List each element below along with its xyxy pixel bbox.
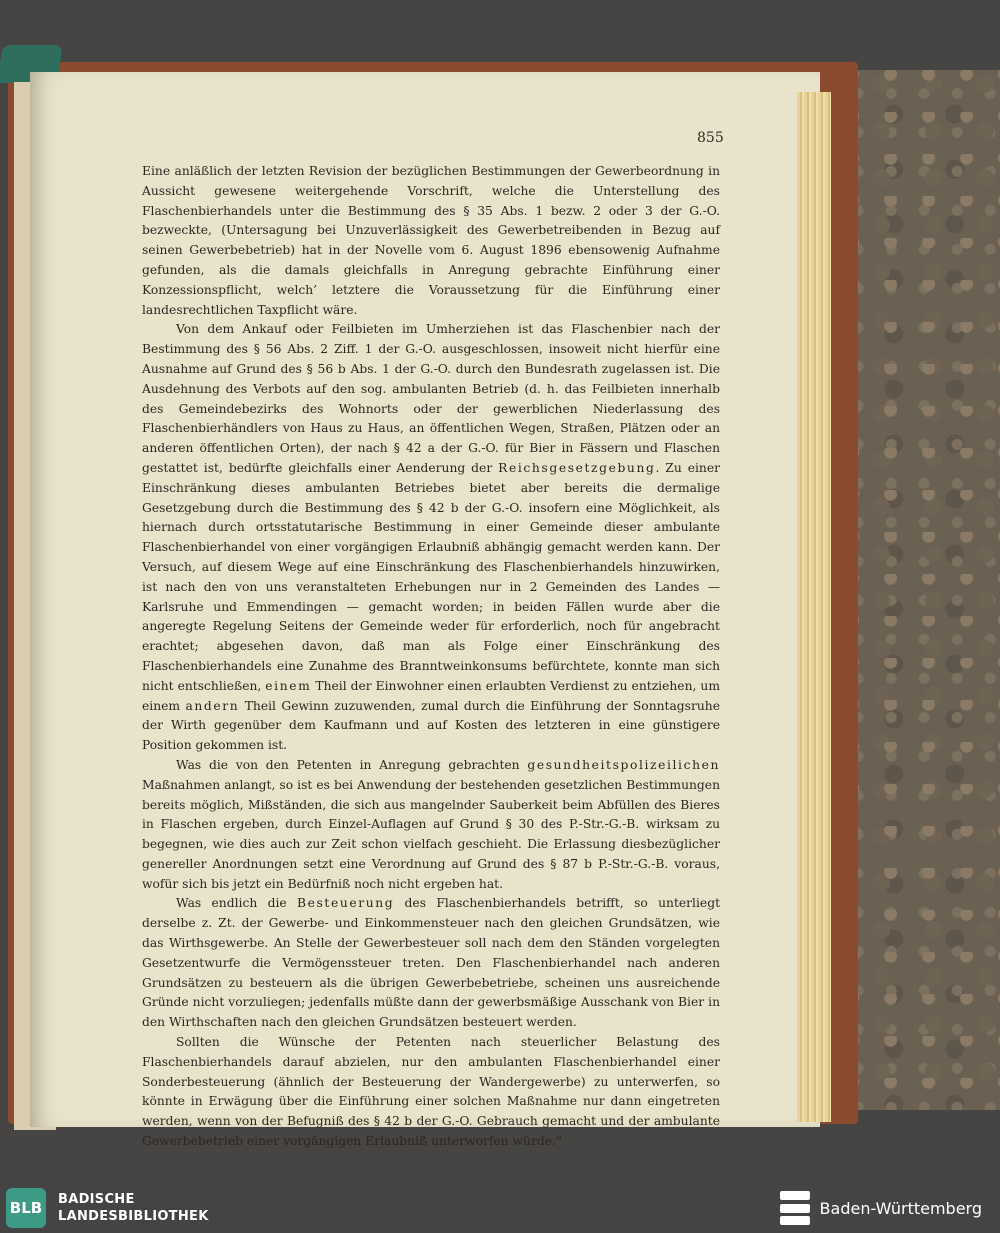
bw-brand[interactable] (780, 1191, 982, 1225)
emphasis-spaced: gesundheitspolizeilichen (527, 757, 720, 772)
marbled-endpaper (845, 70, 1000, 1110)
library-name-line1: BADISCHE (58, 1192, 135, 1207)
emphasis-spaced: andern (185, 698, 240, 713)
text-run: des Flaschenbierhandels betrifft, so unterliegt derselbe z. Zt. der Gewerbe- und Einkommensteuer nach den gleichen Grundsätzen, wie das Wirthsgewerbe. An Stelle der Gewerbesteuer soll nach dem den Ständen vorgelegten Gesetzentwurfe die Vermögenssteuer treten. Den Flaschenbierhandel nach anderen Grundsätzen zu besteuern als die übrigen Gewerbebetriebe, scheinen uns ausreichende Gründe nicht vorzuliegen; jedenfalls müßte dann der gewerbsmäßige Ausschank von Bier in den Wirthschaften nach den gleichen Grundsätzen besteuert werden. (142, 896, 721, 1030)
paragraph (142, 162, 720, 320)
paragraph (142, 894, 720, 1033)
paragraph (142, 1033, 720, 1152)
page-edges (797, 92, 831, 1122)
emphasis-spaced: Besteuerung (297, 896, 395, 911)
emphasis-spaced: einem (265, 678, 312, 693)
blb-logo-icon: BLB (6, 1188, 46, 1228)
text-run: Von dem Ankauf oder Feilbieten im Umherziehen ist das Flaschenbier nach der Bestimmung des § 56 Abs. 2 Ziff. 1 der G.-O. ausgeschlossen, insoweit nicht hierfür eine Ausnahme auf Grund des § 56 b Abs. 1 der G.-O. durch den Bundesrath zugelassen ist. Die Ausdehnung des Verbots auf den sog. ambulanten Betrieb (d. h. das Feilbieten innerhalb des Gemeindebezirks des Wohnorts oder der gewerblichen Niederlassung des Flaschenbierhändlers von Haus zu Haus, an öffentlichen Wegen, Straßen, Plätzen oder an anderen öffentlichen Orten), der nach § 42 a der G.-O. für Bier in Fässern und Flaschen gestattet ist, bedürfte gleichfalls einer Aenderung der (142, 322, 720, 475)
text-run: . Zu einer Einschränkung dieses ambulanten Betriebes bietet aber bereits die dermalige Gesetzgebung durch die Bestimmung des § 42 b der G.-O. insofern eine Möglichkeit, als hiernach durch ortsstatutarische Bestimmung in einer Gemeinde dieser ambulante Flaschenbierhandel von einer vorgängigen Erlaubniß abhängig gemacht werden kann. Der Versuch, auf diesem Wege auf eine Einschränkung des Flaschenbierhandels hinzuwirken, ist nach den von uns veranstalteten Erhebungen nur in 2 Gemeinden des Landes — Karlsruhe und Emmendingen — gemacht worden; in beiden Fällen wurde aber die angeregte Regelung Seitens der Gemeinde weder für erforderlich, noch für angebracht erachtet; abgesehen davon, daß man als Folge einer Einschränkung des Flaschenbierhandels eine Zunahme des Branntweinkonsums befürchtete, konnte man sich nicht entschließen, (142, 460, 720, 693)
text-run: Sollten die Wünsche der Petenten nach steuerlicher Belastung des Flaschenbierhandels darauf abzielen, nur den ambulanten Flaschenbierhandel einer Sonderbesteuerung (ähnlich der Besteuerung der Wandergewerbe) zu unterwerfen, so könnte in Erwägung über die Einführung einer solchen Maßnahme nur dann eingetreten werden, wenn von der Befugniß des § 42 b der G.-O. Gebrauch gemacht und der ambulante Gewerbebetrieb einer vorgängigen Erlaubniß unterworfen würde.“ (142, 1035, 720, 1149)
paragraph (142, 756, 720, 895)
lions-icon (780, 1191, 810, 1225)
text-run: Theil der Einwohner einen erlaubten Verdienst zu entziehen, um einem (142, 678, 720, 713)
text-run: Eine anläßlich der letzten Revision der bezüglichen Bestimmungen der Gewerbeordnung in Aussicht gewesene weitergehende Vorschrift, welche die Unterstellung des Flaschenbierhandels unter die Bestimmung des § 35 Abs. 1 bezw. 2 oder 3 der G.-O. bezweckte, (Untersagung bei Unzuverlässigkeit des Gewerbetreibenden in Bezug auf seinen Gewerbebetrieb) hat in der Novelle vom 6. August 1896 ebensowenig Aufnahme gefunden, als die damals gleichfalls in Anregung gebrachte Einführung einer Konzessionspflicht, welch’ letztere die Voraussetzung für die Einführung einer landesrechtlichen Taxpflicht wäre. (142, 164, 720, 317)
page-number: 855 (697, 130, 724, 146)
paragraph (142, 320, 720, 756)
emphasis-spaced: Reichsgesetzgebung (498, 460, 656, 475)
text-run: Maßnahmen anlangt, so ist es bei Anwendung der bestehenden gesetzlichen Bestimmungen bereits möglich, Mißständen, die sich aus mangelnder Sauberkeit beim Abfüllen des Bieres in Flaschen ergeben, durch Einzel-Auflagen auf Grund § 30 des P.-Str.-G.-B. wirksam zu begegnen, wie dies auch zur Zeit schon vielfach geschieht. Die Erlassung diesbezüglicher genereller Anordnungen setzt eine Verordnung auf Grund des § 87 b P.-Str.-G.-B. voraus, wofür sich bis jetzt ein Bedürfniß noch nicht ergeben hat. (142, 777, 720, 891)
text-run: Was die von den Petenten in Anregung gebrachten (176, 757, 528, 772)
footer-bar (0, 1183, 1000, 1233)
blb-brand[interactable] (6, 1188, 209, 1228)
page-text (142, 162, 720, 1152)
text-run: Theil Gewinn zuzuwenden, zumal durch die Einführung der Sonntagsruhe der Wirth gegenüber dem Kaufmann und auf Kosten des letzteren in eine günstigere Position gekommen ist. (142, 698, 720, 753)
library-name-line2: LANDESBIBLIOTHEK (58, 1209, 209, 1224)
bw-label: Baden-Württemberg (819, 1198, 982, 1218)
text-run: Was endlich die (176, 896, 297, 911)
library-name (58, 1191, 209, 1225)
